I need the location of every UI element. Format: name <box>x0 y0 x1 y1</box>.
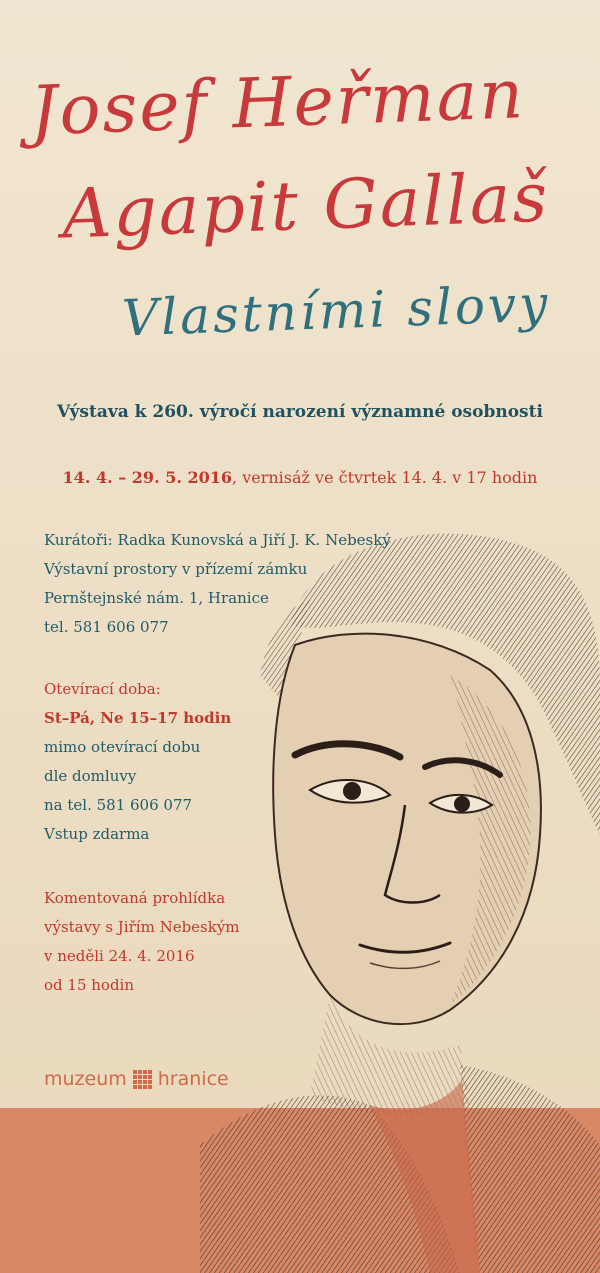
hours-line: mimo otevírací dobu <box>44 738 201 756</box>
hours-block <box>44 675 231 849</box>
logo-text-right: hranice <box>157 1068 229 1090</box>
title-line-1: Josef Heřman <box>28 55 527 152</box>
hours-line: dle domluvy <box>44 767 137 785</box>
tour-block <box>44 884 240 1000</box>
exhibition-dates <box>0 468 600 487</box>
phone-line: tel. 581 606 077 <box>44 618 169 636</box>
opening-note: , vernisáž ve čtvrtek 14. 4. v 17 hodin <box>232 468 538 487</box>
venue-line: Výstavní prostory v přízemí zámku <box>44 560 308 578</box>
tour-line: v neděli 24. 4. 2016 <box>44 947 195 965</box>
tour-line: Komentovaná prohlídka <box>44 889 226 907</box>
title-line-2: Agapit Gallaš <box>60 158 551 255</box>
address-line: Pernštejnské nám. 1, Hranice <box>44 589 269 607</box>
museum-building-icon <box>133 1070 152 1089</box>
hours-heading: Otevírací doba: <box>44 680 161 698</box>
info-block <box>44 526 391 642</box>
date-range: 14. 4. – 29. 5. 2016 <box>62 468 233 487</box>
subtitle: Vlastními slovy <box>121 274 552 348</box>
hours-line: Vstup zdarma <box>44 825 150 843</box>
exhibition-tagline: Výstava k 260. výročí narození významné osobnosti <box>57 402 543 422</box>
hours-line: na tel. 581 606 077 <box>44 796 193 814</box>
tour-line: výstavy s Jiřím Nebeským <box>44 918 240 936</box>
curators-line: Kurátoři: Radka Kunovská a Jiří J. K. Nebeský <box>44 531 391 549</box>
tour-line: od 15 hodin <box>44 976 135 994</box>
hours-days: St–Pá, Ne 15–17 hodin <box>44 709 232 727</box>
logo-text-left: muzeum <box>44 1068 127 1090</box>
museum-logo <box>44 1068 229 1090</box>
